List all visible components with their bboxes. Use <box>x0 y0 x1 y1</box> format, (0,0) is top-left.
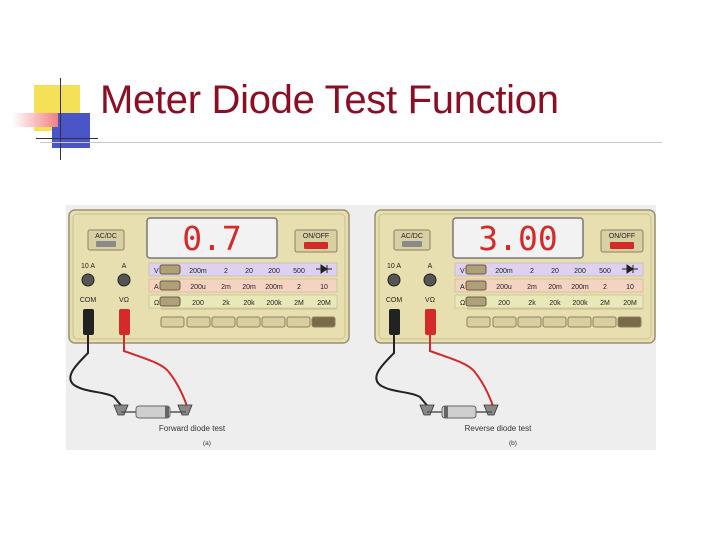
mode-button-key <box>96 241 116 247</box>
range-select-key <box>262 317 285 327</box>
test-caption: Forward diode test <box>158 424 226 433</box>
range-row-knob <box>160 297 180 306</box>
range-value: 2 <box>530 268 534 275</box>
lcd-reading: 3.00 <box>478 219 558 258</box>
title-underline <box>40 142 662 143</box>
range-row-knob <box>160 265 180 274</box>
range-row-knob <box>466 297 486 306</box>
range-value: 2M <box>600 300 610 307</box>
jack-label: COM <box>79 297 97 304</box>
range-value: 20m <box>242 284 256 291</box>
jack-label: A <box>121 263 127 270</box>
deco-pink-bar <box>12 113 58 127</box>
meter-svg-b <box>372 205 662 450</box>
lcd-reading: 0.7 <box>182 219 242 258</box>
power-button-label: ON/OFF <box>608 233 636 240</box>
range-select-key <box>212 317 235 327</box>
sub-caption: (b) <box>509 440 517 447</box>
probe-red-wire <box>124 335 188 409</box>
range-select-key <box>618 317 641 327</box>
probe-black-clip <box>420 405 434 415</box>
range-value: 200m <box>495 268 513 275</box>
probe-black-wire <box>376 335 430 409</box>
mode-button-key <box>402 241 422 247</box>
test-caption: Reverse diode test <box>464 424 532 433</box>
probe-black <box>389 309 400 335</box>
range-select-key <box>493 317 516 327</box>
power-button-label: ON/OFF <box>302 233 330 240</box>
range-select-key <box>237 317 260 327</box>
probe-red <box>425 309 436 335</box>
range-value: 2k <box>528 300 536 307</box>
range-value: 10 <box>626 284 634 291</box>
range-row-unit: V <box>460 268 465 275</box>
range-value: 20 <box>551 268 559 275</box>
range-value: 200k <box>572 300 588 307</box>
jack-a <box>424 274 436 286</box>
range-select-key <box>161 317 184 327</box>
slide-title: Meter Diode Test Function <box>100 78 559 122</box>
range-value: 200k <box>266 300 282 307</box>
sub-caption: (a) <box>203 440 211 447</box>
probe-red <box>119 309 130 335</box>
range-value: 2m <box>221 284 231 291</box>
jack-label: VΩ <box>119 297 129 304</box>
range-value: 500 <box>599 268 611 275</box>
diode-band <box>444 406 448 418</box>
probe-black-clip <box>114 405 128 415</box>
probe-red-clip <box>178 405 192 415</box>
range-select-key <box>568 317 591 327</box>
power-button-key <box>304 242 328 249</box>
range-value: 200u <box>190 284 206 291</box>
jack-label: 10 A <box>386 263 402 270</box>
mode-button-label: AC/DC <box>95 233 117 240</box>
range-select-key <box>543 317 566 327</box>
jack-label: 10 A <box>80 263 96 270</box>
range-select-key <box>187 317 210 327</box>
range-value: 200 <box>192 300 204 307</box>
range-value: 2m <box>527 284 537 291</box>
jack-10a <box>388 274 400 286</box>
range-value: 20M <box>317 300 331 307</box>
probe-red-clip <box>484 405 498 415</box>
jack-10a <box>82 274 94 286</box>
diode-body <box>136 406 170 418</box>
probe-black <box>83 309 94 335</box>
probe-black-wire <box>70 335 124 409</box>
range-value: 200m <box>265 284 283 291</box>
range-value: 2M <box>294 300 304 307</box>
range-value: 200 <box>498 300 510 307</box>
range-value: 200u <box>496 284 512 291</box>
range-select-key <box>312 317 335 327</box>
range-value: 200 <box>574 268 586 275</box>
range-value: 200m <box>189 268 207 275</box>
range-select-key <box>467 317 490 327</box>
range-value: 20M <box>623 300 637 307</box>
range-value: 20k <box>243 300 255 307</box>
range-value: 200m <box>571 284 589 291</box>
range-value: 2k <box>222 300 230 307</box>
range-value: 200 <box>268 268 280 275</box>
power-button-key <box>610 242 634 249</box>
meter-panel-a <box>66 205 356 450</box>
diode-band <box>165 406 169 418</box>
range-value: 500 <box>293 268 305 275</box>
range-value: 2 <box>603 284 607 291</box>
deco-vertical-line <box>60 78 61 160</box>
mode-button-label: AC/DC <box>401 233 423 240</box>
jack-a <box>118 274 130 286</box>
range-select-key <box>518 317 541 327</box>
range-row-unit: V <box>154 268 159 275</box>
range-value: 2 <box>297 284 301 291</box>
diode-test-figure <box>66 205 656 450</box>
range-row-knob <box>466 265 486 274</box>
range-row-knob <box>466 281 486 290</box>
range-row-unit: A <box>460 284 465 291</box>
jack-label: A <box>427 263 433 270</box>
range-row-knob <box>160 281 180 290</box>
range-select-key <box>593 317 616 327</box>
range-row-unit: Ω <box>154 300 160 307</box>
meter-svg-a <box>66 205 356 450</box>
range-value: 20 <box>245 268 253 275</box>
range-row-unit: Ω <box>460 300 466 307</box>
range-value: 20m <box>548 284 562 291</box>
range-value: 2 <box>224 268 228 275</box>
probe-red-wire <box>430 335 494 409</box>
deco-horizontal-line <box>36 138 98 139</box>
jack-label: COM <box>385 297 403 304</box>
range-value: 10 <box>320 284 328 291</box>
range-value: 20k <box>549 300 561 307</box>
meter-panel-b <box>372 205 662 450</box>
range-row-unit: A <box>154 284 159 291</box>
jack-label: VΩ <box>425 297 435 304</box>
range-select-key <box>287 317 310 327</box>
